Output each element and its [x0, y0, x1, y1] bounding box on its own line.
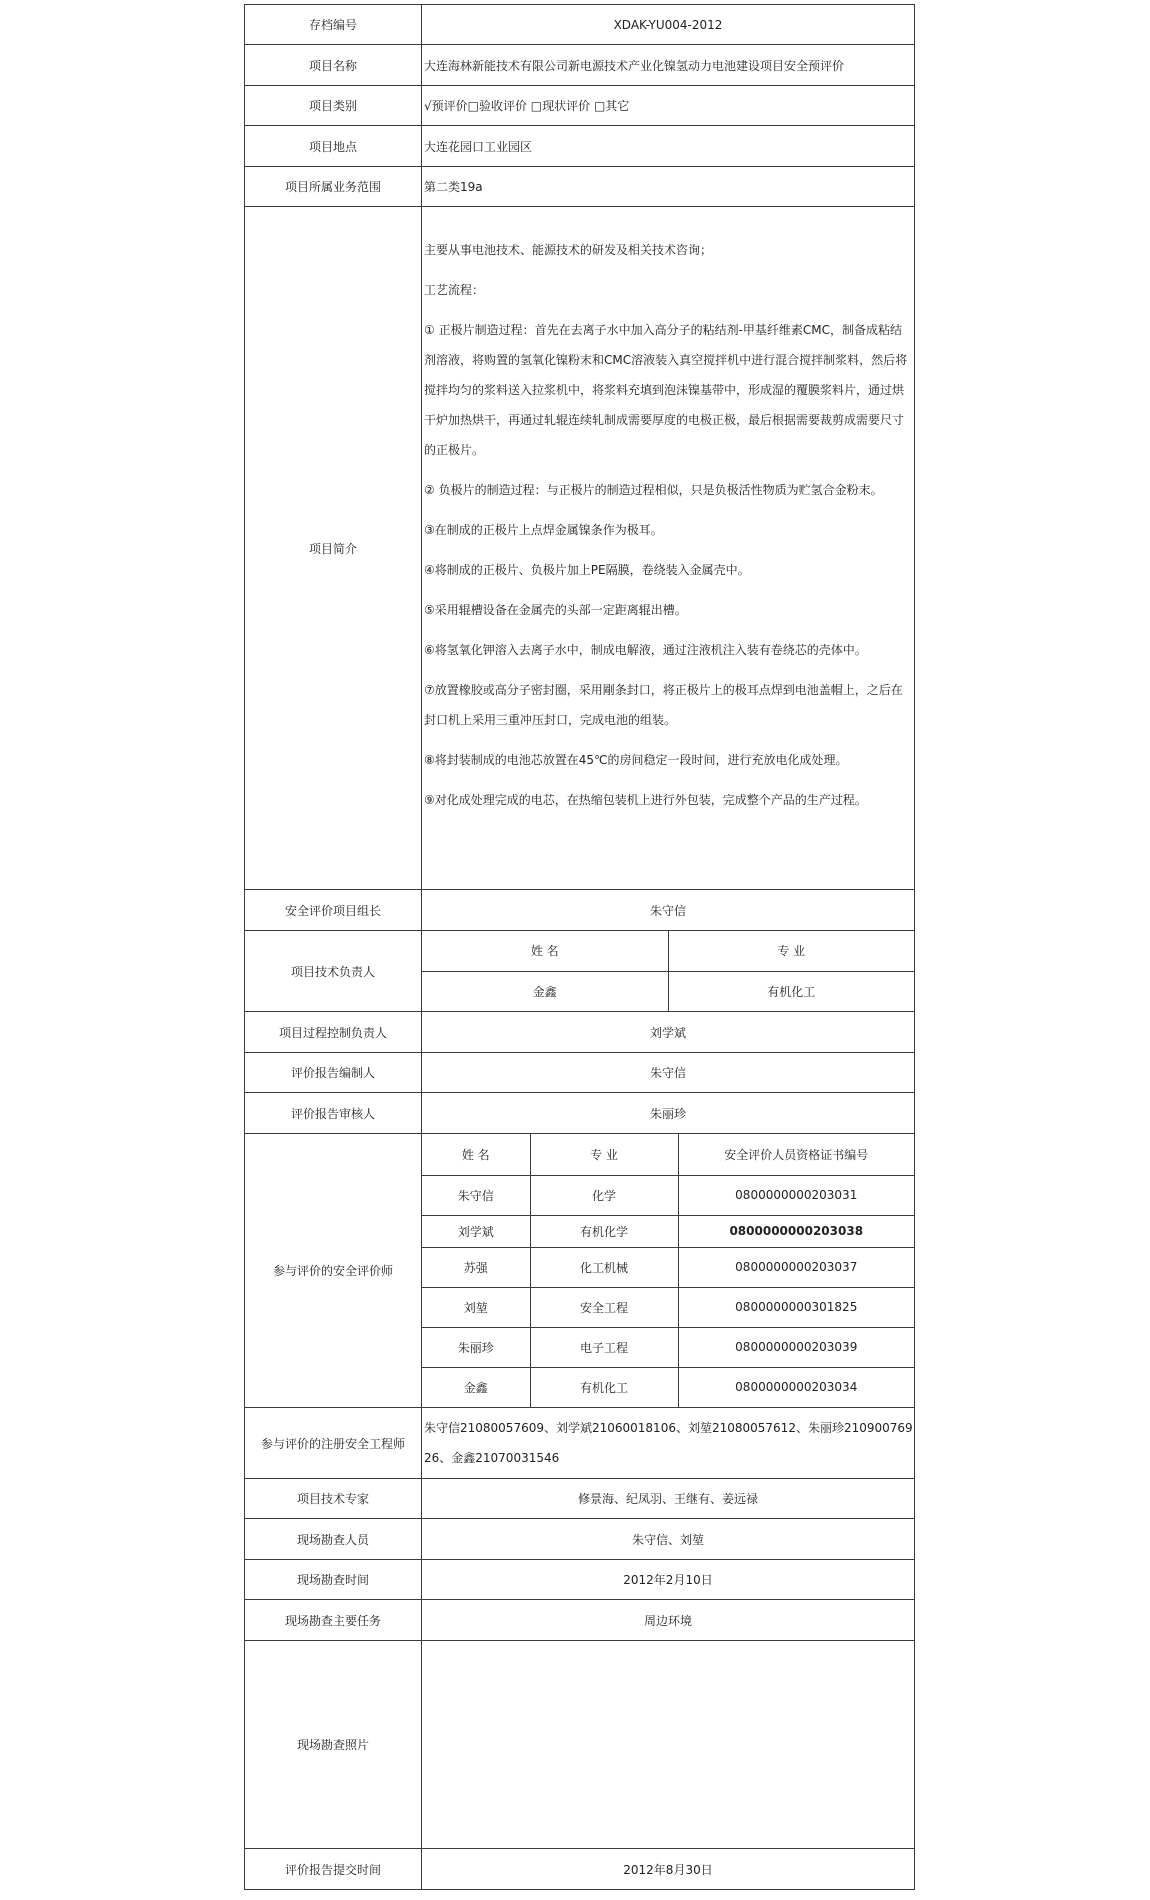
assessor-major: 化工机械	[530, 1247, 678, 1287]
row-business-scope	[245, 167, 915, 207]
tech-lead-header-name: 姓 名	[422, 931, 668, 971]
intro-paragraph: 主要从事电池技术、能源技术的研发及相关技术咨询；	[424, 243, 713, 257]
project-name-value: 大连海林新能技术有限公司新电源技术产业化镍氢动力电池建设项目安全预评价	[422, 45, 915, 86]
process-control-value: 刘学斌	[422, 1012, 915, 1053]
intro-paragraph: 工艺流程：	[424, 283, 485, 297]
intro-paragraph: ⑦放置橡胶或高分子密封圈，采用剛条封口，将正极片上的极耳点焊到电池盖帽上，之后在封口机上采用三重冲压封口，完成电池的组装。	[424, 683, 903, 727]
project-info-table	[244, 4, 915, 1890]
intro-paragraph: ⑨对化成处理完成的电芯，在热缩包装机上进行外包装，完成整个产品的生产过程。	[424, 793, 867, 807]
business-scope-value: 第二类19a	[422, 167, 915, 207]
assessor-cert: 0800000000203037	[678, 1247, 914, 1287]
row-assessors	[245, 1134, 915, 1408]
assessor-cert: 0800000000301825	[678, 1287, 914, 1327]
intro-paragraph: ④将制成的正极片、负极片加上PE隔膜，卷绕装入金属壳中。	[424, 563, 750, 577]
intro-paragraph: ① 正极片制造过程：首先在去离子水中加入高分子的粘结剂-甲基纤维素CMC，制备成粘结剂溶液，将购置的氢氧化镍粉末和CMC溶液装入真空搅拌机中进行混合搅拌制浆料，然后将搅拌均匀的浆料送入拉浆机中，将浆料充填到泡沫镍基带中，形成湿的覆膜浆料片，通过烘干炉加热烘干，再通过轧辊连续轧制成需要厚度的电极正极，最后根据需要裁剪成需要尺寸的正极片。	[424, 323, 908, 457]
site-photo-cell	[422, 1641, 915, 1849]
assessor-cert: 0800000000203039	[678, 1327, 914, 1367]
tech-lead-table	[422, 931, 914, 1011]
assessor-name: 朱守信	[422, 1175, 530, 1215]
assessor-cert: 0800000000203038	[678, 1215, 914, 1247]
archive-label: 存档编号	[245, 5, 422, 45]
tech-lead-major: 有机化工	[767, 984, 816, 999]
business-scope-label: 项目所属业务范围	[245, 167, 422, 207]
site-staff-label: 现场勘查人员	[245, 1519, 422, 1560]
location-value: 大连花园口工业园区	[422, 126, 915, 167]
row-team-leader	[245, 890, 915, 931]
tech-lead-cell	[422, 931, 915, 1012]
tech-lead-name: 金鑫	[422, 971, 668, 1011]
tech-lead-header-major: 专 业	[668, 931, 914, 971]
tech-lead-label: 项目技术负责人	[245, 931, 422, 1012]
intro-paragraph: ⑤采用辊槽设备在金属壳的头部一定距离辊出槽。	[424, 603, 687, 617]
row-tech-lead	[245, 931, 915, 1012]
engineers-label: 参与评价的注册安全工程师	[245, 1408, 422, 1479]
row-report-author	[245, 1053, 915, 1093]
report-author-value: 朱守信	[422, 1053, 915, 1093]
project-type-value: √预评价□验收评价 □现状评价 □其它	[422, 86, 915, 126]
report-author-label: 评价报告编制人	[245, 1053, 422, 1093]
assessor-cert: 0800000000203031	[678, 1175, 914, 1215]
table-row	[422, 1247, 914, 1287]
assessor-major: 安全工程	[530, 1287, 678, 1327]
intro-paragraph: ③在制成的正极片上点焊金属镍条作为极耳。	[424, 523, 663, 537]
archive-value: XDAK-YU004-2012	[422, 5, 915, 45]
intro-content	[422, 207, 915, 890]
assessor-name: 金鑫	[422, 1367, 530, 1407]
row-submit-time	[245, 1849, 915, 1890]
assessors-header-name: 姓 名	[422, 1134, 530, 1175]
assessors-header-major: 专 业	[530, 1134, 678, 1175]
intro-label: 项目简介	[245, 207, 422, 890]
assessors-table	[422, 1134, 914, 1407]
intro-paragraph: ⑧将封装制成的电池芯放置在45℃的房间稳定一段时间，进行充放电化成处理。	[424, 753, 848, 767]
row-experts	[245, 1479, 915, 1519]
report-reviewer-label: 评价报告审核人	[245, 1093, 422, 1134]
assessor-cert: 0800000000203034	[735, 1380, 858, 1395]
row-site-photo	[245, 1641, 915, 1849]
row-project-name	[245, 45, 915, 86]
submit-time-label: 评价报告提交时间	[245, 1849, 422, 1890]
table-row	[422, 1215, 914, 1247]
row-location	[245, 126, 915, 167]
assessor-major: 电子工程	[530, 1327, 678, 1367]
assessor-name: 刘堃	[422, 1287, 530, 1327]
assessor-name: 朱丽珍	[422, 1327, 530, 1367]
table-row	[422, 1327, 914, 1367]
row-archive	[245, 5, 915, 45]
report-reviewer-value: 朱丽珍	[422, 1093, 915, 1134]
site-time-label: 现场勘查时间	[245, 1560, 422, 1600]
assessor-major: 有机化工	[530, 1367, 678, 1407]
assessors-cell	[422, 1134, 915, 1408]
assessors-label: 参与评价的安全评价师	[245, 1134, 422, 1408]
intro-paragraph: ② 负极片的制造过程：与正极片的制造过程相似，只是负极活性物质为贮氢合金粉末。	[424, 483, 883, 497]
row-intro	[245, 207, 915, 890]
row-project-type	[245, 86, 915, 126]
experts-value: 修景海、纪凤羽、王继有、姜远禄	[422, 1479, 915, 1519]
row-engineers	[245, 1408, 915, 1479]
site-task-label: 现场勘查主要任务	[245, 1600, 422, 1641]
site-staff-value: 朱守信、刘堃	[422, 1519, 915, 1560]
process-control-label: 项目过程控制负责人	[245, 1012, 422, 1053]
intro-paragraph: ⑥将氢氧化钾溶入去离子水中，制成电解液，通过注液机注入装有卷绕芯的壳体中。	[424, 643, 867, 657]
team-leader-value: 朱守信	[422, 890, 915, 931]
team-leader-label: 安全评价项目组长	[245, 890, 422, 931]
row-site-task	[245, 1600, 915, 1641]
row-site-staff	[245, 1519, 915, 1560]
row-process-control	[245, 1012, 915, 1053]
table-row	[422, 1175, 914, 1215]
assessor-major: 有机化学	[530, 1215, 678, 1247]
location-label: 项目地点	[245, 126, 422, 167]
site-photo-label: 现场勘查照片	[245, 1641, 422, 1849]
row-site-time	[245, 1560, 915, 1600]
site-task-value: 周边环境	[422, 1600, 915, 1641]
site-time-value: 2012年2月10日	[422, 1560, 915, 1600]
table-row	[422, 1367, 914, 1407]
engineers-value: 朱守信21080057609、刘学斌21060018106、刘堃21080057612、朱丽珍21090076926、金鑫21070031546	[422, 1408, 915, 1479]
assessor-name: 苏强	[422, 1247, 530, 1287]
experts-label: 项目技术专家	[245, 1479, 422, 1519]
project-type-label: 项目类别	[245, 86, 422, 126]
assessors-header-cert: 安全评价人员资格证书编号	[678, 1134, 914, 1175]
table-row	[422, 1287, 914, 1327]
assessor-major: 化学	[530, 1175, 678, 1215]
project-name-label: 项目名称	[245, 45, 422, 86]
submit-time-value: 2012年8月30日	[422, 1849, 915, 1890]
row-report-reviewer	[245, 1093, 915, 1134]
assessor-name: 刘学斌	[422, 1215, 530, 1247]
